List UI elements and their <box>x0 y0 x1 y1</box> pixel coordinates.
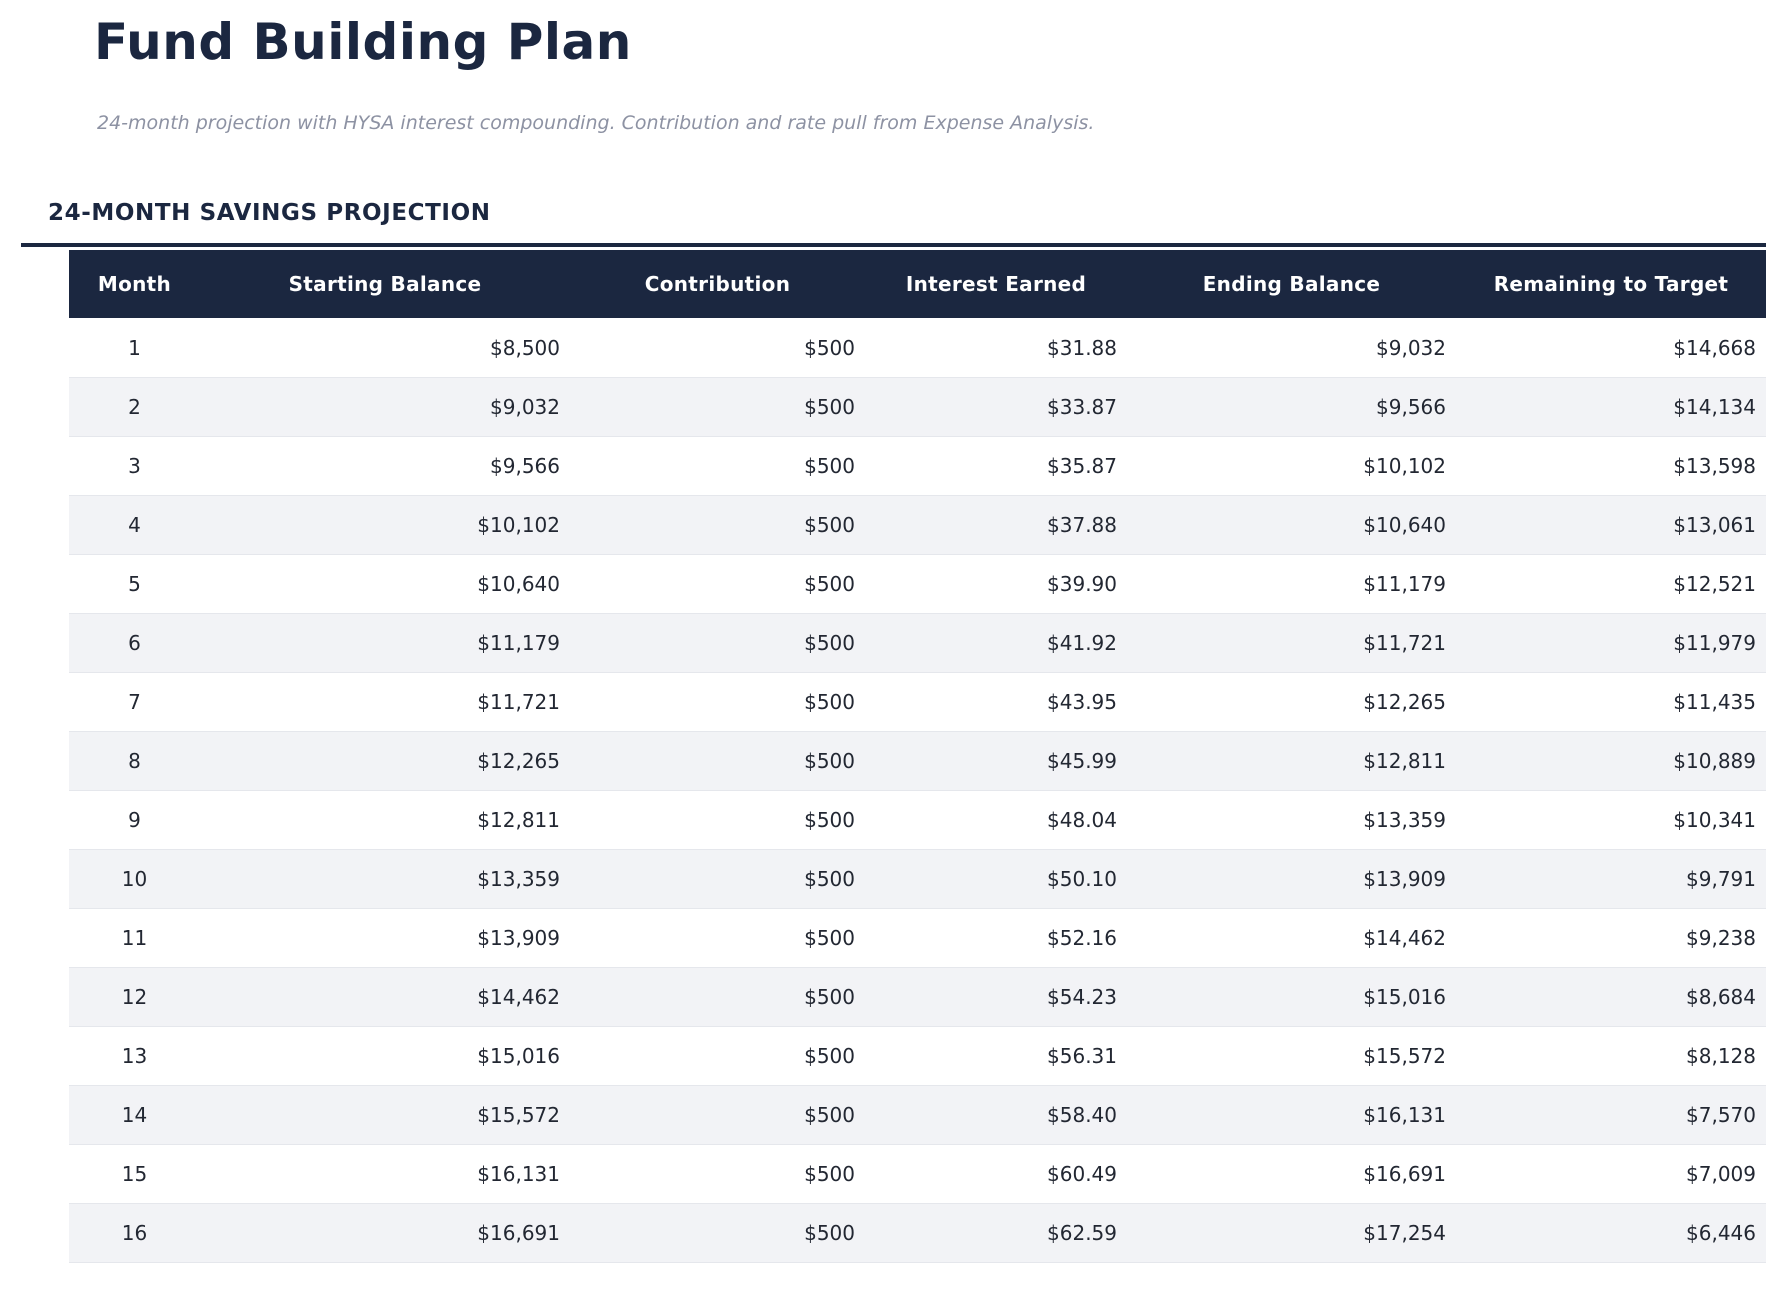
cell-starting-balance: $12,811 <box>200 790 570 849</box>
cell-interest-earned: $54.23 <box>865 967 1127 1026</box>
cell-contribution: $500 <box>570 790 865 849</box>
page-title: Fund Building Plan <box>94 13 632 71</box>
page <box>0 14 1783 1293</box>
cell-month: 8 <box>69 731 200 790</box>
cell-interest-earned: $41.92 <box>865 613 1127 672</box>
cell-remaining-to-target: $11,979 <box>1456 613 1766 672</box>
cell-interest-earned: $33.87 <box>865 377 1127 436</box>
cell-month: 6 <box>69 613 200 672</box>
section-title: 24-MONTH SAVINGS PROJECTION <box>48 200 491 227</box>
table-row <box>69 849 1766 908</box>
cell-month: 7 <box>69 672 200 731</box>
table-row <box>69 672 1766 731</box>
cell-month: 1 <box>69 318 200 377</box>
cell-remaining-to-target: $7,009 <box>1456 1144 1766 1203</box>
projection-table <box>69 250 1766 1263</box>
table-row <box>69 1026 1766 1085</box>
cell-ending-balance: $9,566 <box>1127 377 1456 436</box>
cell-month: 15 <box>69 1144 200 1203</box>
cell-ending-balance: $13,359 <box>1127 790 1456 849</box>
cell-month: 4 <box>69 495 200 554</box>
column-header-remaining-to-target: Remaining to Target <box>1493 272 1729 297</box>
cell-remaining-to-target: $14,668 <box>1456 318 1766 377</box>
column-header-starting-balance: Starting Balance <box>288 272 482 297</box>
cell-interest-earned: $48.04 <box>865 790 1127 849</box>
cell-interest-earned: $43.95 <box>865 672 1127 731</box>
cell-interest-earned: $37.88 <box>865 495 1127 554</box>
cell-starting-balance: $14,462 <box>200 967 570 1026</box>
cell-ending-balance: $9,032 <box>1127 318 1456 377</box>
cell-contribution: $500 <box>570 849 865 908</box>
cell-interest-earned: $58.40 <box>865 1085 1127 1144</box>
cell-month: 2 <box>69 377 200 436</box>
cell-starting-balance: $16,131 <box>200 1144 570 1203</box>
cell-remaining-to-target: $9,238 <box>1456 908 1766 967</box>
cell-remaining-to-target: $12,521 <box>1456 554 1766 613</box>
cell-remaining-to-target: $14,134 <box>1456 377 1766 436</box>
cell-contribution: $500 <box>570 495 865 554</box>
column-header-month: Month <box>97 272 172 297</box>
table-row <box>69 613 1766 672</box>
cell-ending-balance: $14,462 <box>1127 908 1456 967</box>
cell-month: 3 <box>69 436 200 495</box>
page-subtitle: 24-month projection with HYSA interest compounding. Contribution and rate pull from Expense Analysis. <box>97 111 1095 134</box>
cell-interest-earned: $62.59 <box>865 1203 1127 1262</box>
cell-month: 13 <box>69 1026 200 1085</box>
cell-interest-earned: $50.10 <box>865 849 1127 908</box>
table-row <box>69 377 1766 436</box>
cell-remaining-to-target: $6,446 <box>1456 1203 1766 1262</box>
cell-remaining-to-target: $10,889 <box>1456 731 1766 790</box>
cell-contribution: $500 <box>570 967 865 1026</box>
cell-contribution: $500 <box>570 1203 865 1262</box>
cell-starting-balance: $15,016 <box>200 1026 570 1085</box>
cell-month: 11 <box>69 908 200 967</box>
cell-month: 16 <box>69 1203 200 1262</box>
cell-ending-balance: $12,811 <box>1127 731 1456 790</box>
cell-contribution: $500 <box>570 318 865 377</box>
cell-contribution: $500 <box>570 554 865 613</box>
cell-starting-balance: $11,721 <box>200 672 570 731</box>
cell-starting-balance: $13,359 <box>200 849 570 908</box>
cell-remaining-to-target: $13,061 <box>1456 495 1766 554</box>
column-header-contribution: Contribution <box>644 272 791 297</box>
cell-starting-balance: $9,566 <box>200 436 570 495</box>
cell-starting-balance: $12,265 <box>200 731 570 790</box>
cell-starting-balance: $10,102 <box>200 495 570 554</box>
cell-ending-balance: $11,721 <box>1127 613 1456 672</box>
cell-ending-balance: $17,254 <box>1127 1203 1456 1262</box>
cell-starting-balance: $11,179 <box>200 613 570 672</box>
cell-contribution: $500 <box>570 377 865 436</box>
cell-contribution: $500 <box>570 731 865 790</box>
cell-ending-balance: $16,131 <box>1127 1085 1456 1144</box>
cell-month: 9 <box>69 790 200 849</box>
cell-ending-balance: $15,016 <box>1127 967 1456 1026</box>
cell-remaining-to-target: $10,341 <box>1456 790 1766 849</box>
cell-starting-balance: $8,500 <box>200 318 570 377</box>
table-row <box>69 1144 1766 1203</box>
table-row <box>69 318 1766 377</box>
cell-contribution: $500 <box>570 1085 865 1144</box>
cell-month: 12 <box>69 967 200 1026</box>
cell-ending-balance: $15,572 <box>1127 1026 1456 1085</box>
cell-ending-balance: $13,909 <box>1127 849 1456 908</box>
cell-remaining-to-target: $8,684 <box>1456 967 1766 1026</box>
cell-month: 10 <box>69 849 200 908</box>
cell-interest-earned: $52.16 <box>865 908 1127 967</box>
cell-contribution: $500 <box>570 1026 865 1085</box>
cell-interest-earned: $56.31 <box>865 1026 1127 1085</box>
cell-ending-balance: $12,265 <box>1127 672 1456 731</box>
table-row <box>69 1203 1766 1262</box>
cell-remaining-to-target: $7,570 <box>1456 1085 1766 1144</box>
cell-ending-balance: $10,640 <box>1127 495 1456 554</box>
cell-contribution: $500 <box>570 672 865 731</box>
cell-starting-balance: $15,572 <box>200 1085 570 1144</box>
cell-ending-balance: $11,179 <box>1127 554 1456 613</box>
table-row <box>69 436 1766 495</box>
cell-starting-balance: $16,691 <box>200 1203 570 1262</box>
cell-remaining-to-target: $9,791 <box>1456 849 1766 908</box>
cell-interest-earned: $60.49 <box>865 1144 1127 1203</box>
table-row <box>69 790 1766 849</box>
table-row <box>69 554 1766 613</box>
cell-contribution: $500 <box>570 436 865 495</box>
cell-starting-balance: $9,032 <box>200 377 570 436</box>
cell-contribution: $500 <box>570 908 865 967</box>
table-header-row <box>69 250 1766 318</box>
cell-ending-balance: $10,102 <box>1127 436 1456 495</box>
table-row <box>69 908 1766 967</box>
cell-starting-balance: $10,640 <box>200 554 570 613</box>
cell-remaining-to-target: $13,598 <box>1456 436 1766 495</box>
table-row <box>69 1085 1766 1144</box>
cell-interest-earned: $35.87 <box>865 436 1127 495</box>
table-row <box>69 731 1766 790</box>
cell-remaining-to-target: $8,128 <box>1456 1026 1766 1085</box>
table-row <box>69 967 1766 1026</box>
cell-interest-earned: $39.90 <box>865 554 1127 613</box>
cell-interest-earned: $31.88 <box>865 318 1127 377</box>
cell-starting-balance: $13,909 <box>200 908 570 967</box>
column-header-interest-earned: Interest Earned <box>905 272 1087 297</box>
cell-contribution: $500 <box>570 613 865 672</box>
cell-ending-balance: $16,691 <box>1127 1144 1456 1203</box>
projection-section <box>21 200 1766 1263</box>
cell-contribution: $500 <box>570 1144 865 1203</box>
table-row <box>69 495 1766 554</box>
cell-remaining-to-target: $11,435 <box>1456 672 1766 731</box>
column-header-ending-balance: Ending Balance <box>1202 272 1381 297</box>
cell-month: 5 <box>69 554 200 613</box>
cell-interest-earned: $45.99 <box>865 731 1127 790</box>
section-header-rule <box>21 200 1766 247</box>
cell-month: 14 <box>69 1085 200 1144</box>
